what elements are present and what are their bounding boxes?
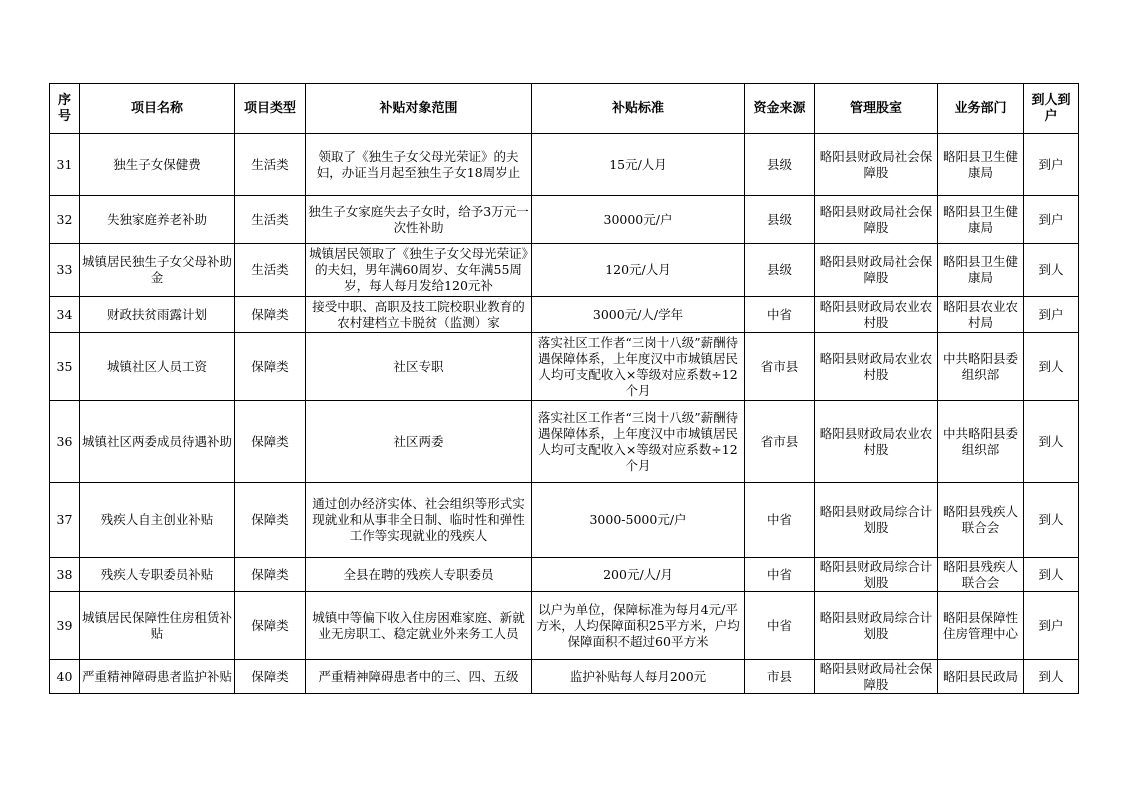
cell-office: 略阳县财政局社会保障股 [815, 196, 938, 244]
cell-type: 保障类 [235, 333, 306, 401]
cell-standard: 落实社区工作者“三岗十八级”薪酬待遇保障体系，上年度汉中市城镇居民人均可支配收入×等级对应系数÷12个月 [532, 333, 745, 401]
cell-seq: 40 [50, 660, 80, 694]
cell-fund: 中省 [745, 558, 815, 592]
cell-standard: 3000元/人/学年 [532, 297, 745, 333]
cell-seq: 35 [50, 333, 80, 401]
cell-name: 残疾人专职委员补贴 [80, 558, 235, 592]
cell-seq: 39 [50, 592, 80, 660]
cell-dept: 略阳县农业农村局 [938, 297, 1024, 333]
cell-name: 财政扶贫雨露计划 [80, 297, 235, 333]
cell-name: 独生子女保健费 [80, 134, 235, 196]
cell-target: 到人 [1024, 333, 1079, 401]
cell-type: 保障类 [235, 592, 306, 660]
cell-type: 保障类 [235, 558, 306, 592]
cell-seq: 36 [50, 401, 80, 483]
cell-fund: 中省 [745, 592, 815, 660]
cell-seq: 38 [50, 558, 80, 592]
cell-name: 城镇居民独生子女父母补助金 [80, 244, 235, 297]
cell-type: 保障类 [235, 660, 306, 694]
header-dept: 业务部门 [938, 84, 1024, 134]
cell-scope: 全县在聘的残疾人专职委员 [306, 558, 532, 592]
cell-target: 到人 [1024, 558, 1079, 592]
table-row [50, 401, 1079, 483]
header-office: 管理股室 [815, 84, 938, 134]
header-scope: 补贴对象范围 [306, 84, 532, 134]
table-row [50, 297, 1079, 333]
cell-target: 到人 [1024, 244, 1079, 297]
cell-seq: 37 [50, 483, 80, 558]
cell-scope: 社区两委 [306, 401, 532, 483]
cell-standard: 15元/人月 [532, 134, 745, 196]
cell-target: 到户 [1024, 134, 1079, 196]
cell-name: 城镇居民保障性住房租赁补贴 [80, 592, 235, 660]
header-row [50, 84, 1079, 134]
subsidy-table [49, 83, 1079, 694]
cell-office: 略阳县财政局综合计划股 [815, 592, 938, 660]
cell-standard: 落实社区工作者“三岗十八级”薪酬待遇保障体系，上年度汉中市城镇居民人均可支配收入×等级对应系数÷12个月 [532, 401, 745, 483]
cell-name: 城镇社区人员工资 [80, 333, 235, 401]
cell-fund: 省市县 [745, 401, 815, 483]
header-fund: 资金来源 [745, 84, 815, 134]
cell-seq: 32 [50, 196, 80, 244]
cell-office: 略阳县财政局社会保障股 [815, 660, 938, 694]
table-row [50, 558, 1079, 592]
cell-name: 严重精神障碍患者监护补贴 [80, 660, 235, 694]
cell-dept: 略阳县民政局 [938, 660, 1024, 694]
cell-office: 略阳县财政局综合计划股 [815, 558, 938, 592]
cell-seq: 34 [50, 297, 80, 333]
cell-name: 失独家庭养老补助 [80, 196, 235, 244]
cell-type: 生活类 [235, 134, 306, 196]
cell-office: 略阳县财政局农业农村股 [815, 297, 938, 333]
cell-fund: 县级 [745, 134, 815, 196]
cell-scope: 通过创办经济实体、社会组织等形式实现就业和从事非全日制、临时性和弹性工作等实现就业的残疾人 [306, 483, 532, 558]
table-row [50, 592, 1079, 660]
cell-scope: 城镇中等偏下收入住房困难家庭、新就业无房职工、稳定就业外来务工人员 [306, 592, 532, 660]
cell-fund: 县级 [745, 196, 815, 244]
cell-fund: 市县 [745, 660, 815, 694]
table-row [50, 483, 1079, 558]
cell-target: 到人 [1024, 483, 1079, 558]
cell-type: 生活类 [235, 196, 306, 244]
cell-standard: 120元/人月 [532, 244, 745, 297]
cell-type: 保障类 [235, 401, 306, 483]
cell-target: 到户 [1024, 592, 1079, 660]
cell-office: 略阳县财政局综合计划股 [815, 483, 938, 558]
cell-seq: 33 [50, 244, 80, 297]
header-type: 项目类型 [235, 84, 306, 134]
table-row [50, 134, 1079, 196]
cell-standard: 3000-5000元/户 [532, 483, 745, 558]
cell-dept: 中共略阳县委组织部 [938, 333, 1024, 401]
cell-scope: 接受中职、高职及技工院校职业教育的农村建档立卡脱贫（监测）家 [306, 297, 532, 333]
cell-dept: 略阳县卫生健康局 [938, 244, 1024, 297]
cell-office: 略阳县财政局农业农村股 [815, 333, 938, 401]
cell-dept: 略阳县卫生健康局 [938, 134, 1024, 196]
cell-standard: 200元/人/月 [532, 558, 745, 592]
cell-scope: 独生子女家庭失去子女时，给予3万元一次性补助 [306, 196, 532, 244]
cell-fund: 中省 [745, 297, 815, 333]
header-standard: 补贴标准 [532, 84, 745, 134]
cell-fund: 中省 [745, 483, 815, 558]
cell-type: 保障类 [235, 297, 306, 333]
cell-standard: 30000元/户 [532, 196, 745, 244]
cell-dept: 略阳县卫生健康局 [938, 196, 1024, 244]
cell-type: 保障类 [235, 483, 306, 558]
cell-dept: 略阳县保障性住房管理中心 [938, 592, 1024, 660]
cell-office: 略阳县财政局社会保障股 [815, 244, 938, 297]
cell-name: 残疾人自主创业补贴 [80, 483, 235, 558]
header-target: 到人到户 [1024, 84, 1079, 134]
cell-office: 略阳县财政局社会保障股 [815, 134, 938, 196]
cell-dept: 略阳县残疾人联合会 [938, 558, 1024, 592]
cell-type: 生活类 [235, 244, 306, 297]
cell-standard: 监护补贴每人每月200元 [532, 660, 745, 694]
cell-target: 到人 [1024, 401, 1079, 483]
cell-target: 到户 [1024, 196, 1079, 244]
cell-scope: 社区专职 [306, 333, 532, 401]
cell-seq: 31 [50, 134, 80, 196]
cell-scope: 城镇居民领取了《独生子女父母光荣证》的夫妇，男年满60周岁、女年满55周岁，每人每月发给120元补 [306, 244, 532, 297]
cell-standard: 以户为单位，保障标准为每月4元/平方米，人均保障面积25平方米，户均保障面积不超过60平方米 [532, 592, 745, 660]
cell-office: 略阳县财政局农业农村股 [815, 401, 938, 483]
table-row [50, 244, 1079, 297]
table-row [50, 196, 1079, 244]
cell-fund: 省市县 [745, 333, 815, 401]
cell-dept: 中共略阳县委组织部 [938, 401, 1024, 483]
cell-target: 到人 [1024, 660, 1079, 694]
table-row [50, 333, 1079, 401]
cell-dept: 略阳县残疾人联合会 [938, 483, 1024, 558]
cell-scope: 严重精神障碍患者中的三、四、五级 [306, 660, 532, 694]
cell-name: 城镇社区两委成员待遇补助 [80, 401, 235, 483]
header-seq: 序号 [50, 84, 80, 134]
cell-fund: 县级 [745, 244, 815, 297]
cell-scope: 领取了《独生子女父母光荣证》的夫妇，办证当月起至独生子女18周岁止 [306, 134, 532, 196]
cell-target: 到户 [1024, 297, 1079, 333]
header-name: 项目名称 [80, 84, 235, 134]
table-row [50, 660, 1079, 694]
